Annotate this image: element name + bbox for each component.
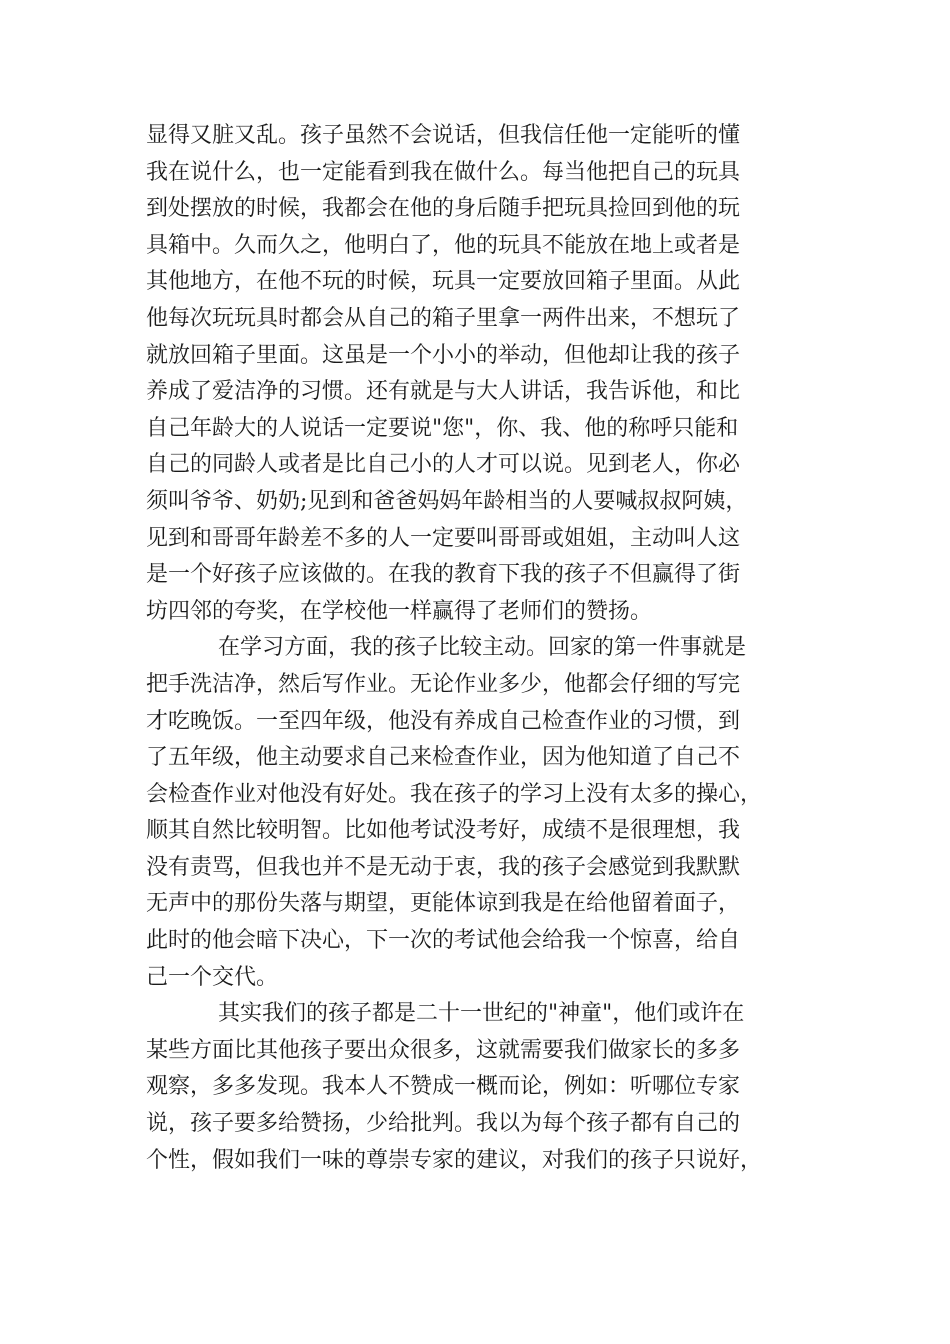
text-line: 见到和哥哥年龄差不多的人一定要叫哥哥或姐姐，主动叫人这: [146, 525, 741, 551]
text-line: 到处摆放的时候，我都会在他的身后随手把玩具捡回到他的玩: [146, 196, 741, 222]
text-line: 就放回箱子里面。这虽是一个小小的举动，但他却让我的孩子: [146, 342, 741, 368]
text-line: 个性，假如我们一味的尊崇专家的建议，对我们的孩子只说好，: [146, 1147, 763, 1173]
text-line: 此时的他会暗下决心，下一次的考试他会给我一个惊喜，给自: [146, 928, 741, 954]
text-line: 把手洗洁净，然后写作业。无论作业多少，他都会仔细的写完: [146, 671, 741, 697]
text-line: 须叫爷爷、奶奶;见到和爸爸妈妈年龄相当的人要喊叔叔阿姨，: [146, 488, 748, 514]
text-line: 会检查作业对他没有好处。我在孩子的学习上没有太多的操心，: [146, 781, 763, 807]
text-line: 没有责骂，但我也并不是无动于衷，我的孩子会感觉到我默默: [146, 854, 741, 880]
text-line: 具箱中。久而久之，他明白了，他的玩具不能放在地上或者是: [146, 232, 741, 258]
text-line: 才吃晚饭。一至四年级，他没有养成自己检查作业的习惯，到: [146, 708, 741, 734]
text-line: 观察，多多发现。我本人不赞成一概而论，例如：听哪位专家: [146, 1074, 741, 1100]
text-line: 自己年龄大的人说话一定要说"您"，你、我、他的称呼只能和: [146, 415, 739, 441]
text-line: 他每次玩玩具时都会从自己的箱子里拿一两件出来，不想玩了: [146, 305, 741, 331]
text-line: 了五年级，他主动要求自己来检查作业，因为他知道了自己不: [146, 745, 741, 771]
text-line: 说，孩子要多给赞扬，少给批判。我以为每个孩子都有自己的: [146, 1111, 741, 1137]
text-line: 我在说什么，也一定能看到我在做什么。每当他把自己的玩具: [146, 159, 741, 185]
text-line: 是一个好孩子应该做的。在我的教育下我的孩子不但赢得了街: [146, 562, 741, 588]
text-line: 无声中的那份失落与期望，更能体谅到我是在给他留着面子，: [146, 891, 741, 917]
paragraph-first-line: 在学习方面，我的孩子比较主动。回家的第一件事就是: [218, 635, 747, 661]
text-line: 顺其自然比较明智。比如他考试没考好，成绩不是很理想，我: [146, 818, 741, 844]
paragraph-first-line: 其实我们的孩子都是二十一世纪的"神童"，他们或许在: [218, 1001, 745, 1027]
text-line: 养成了爱洁净的习惯。还有就是与大人讲话，我告诉他，和比: [146, 379, 741, 405]
text-line: 自己的同龄人或者是比自己小的人才可以说。见到老人，你必: [146, 452, 741, 478]
text-line: 显得又脏又乱。孩子虽然不会说话，但我信任他一定能听的懂: [146, 123, 741, 148]
body-text: [146, 118, 806, 1179]
text-line: 己一个交代。: [146, 964, 279, 990]
text-line: 其他地方，在他不玩的时候，玩具一定要放回箱子里面。从此: [146, 269, 741, 295]
text-line: 坊四邻的夸奖，在学校他一样赢得了老师们的赞扬。: [146, 598, 653, 624]
text-line: 某些方面比其他孩子要出众很多，这就需要我们做家长的多多: [146, 1037, 741, 1063]
